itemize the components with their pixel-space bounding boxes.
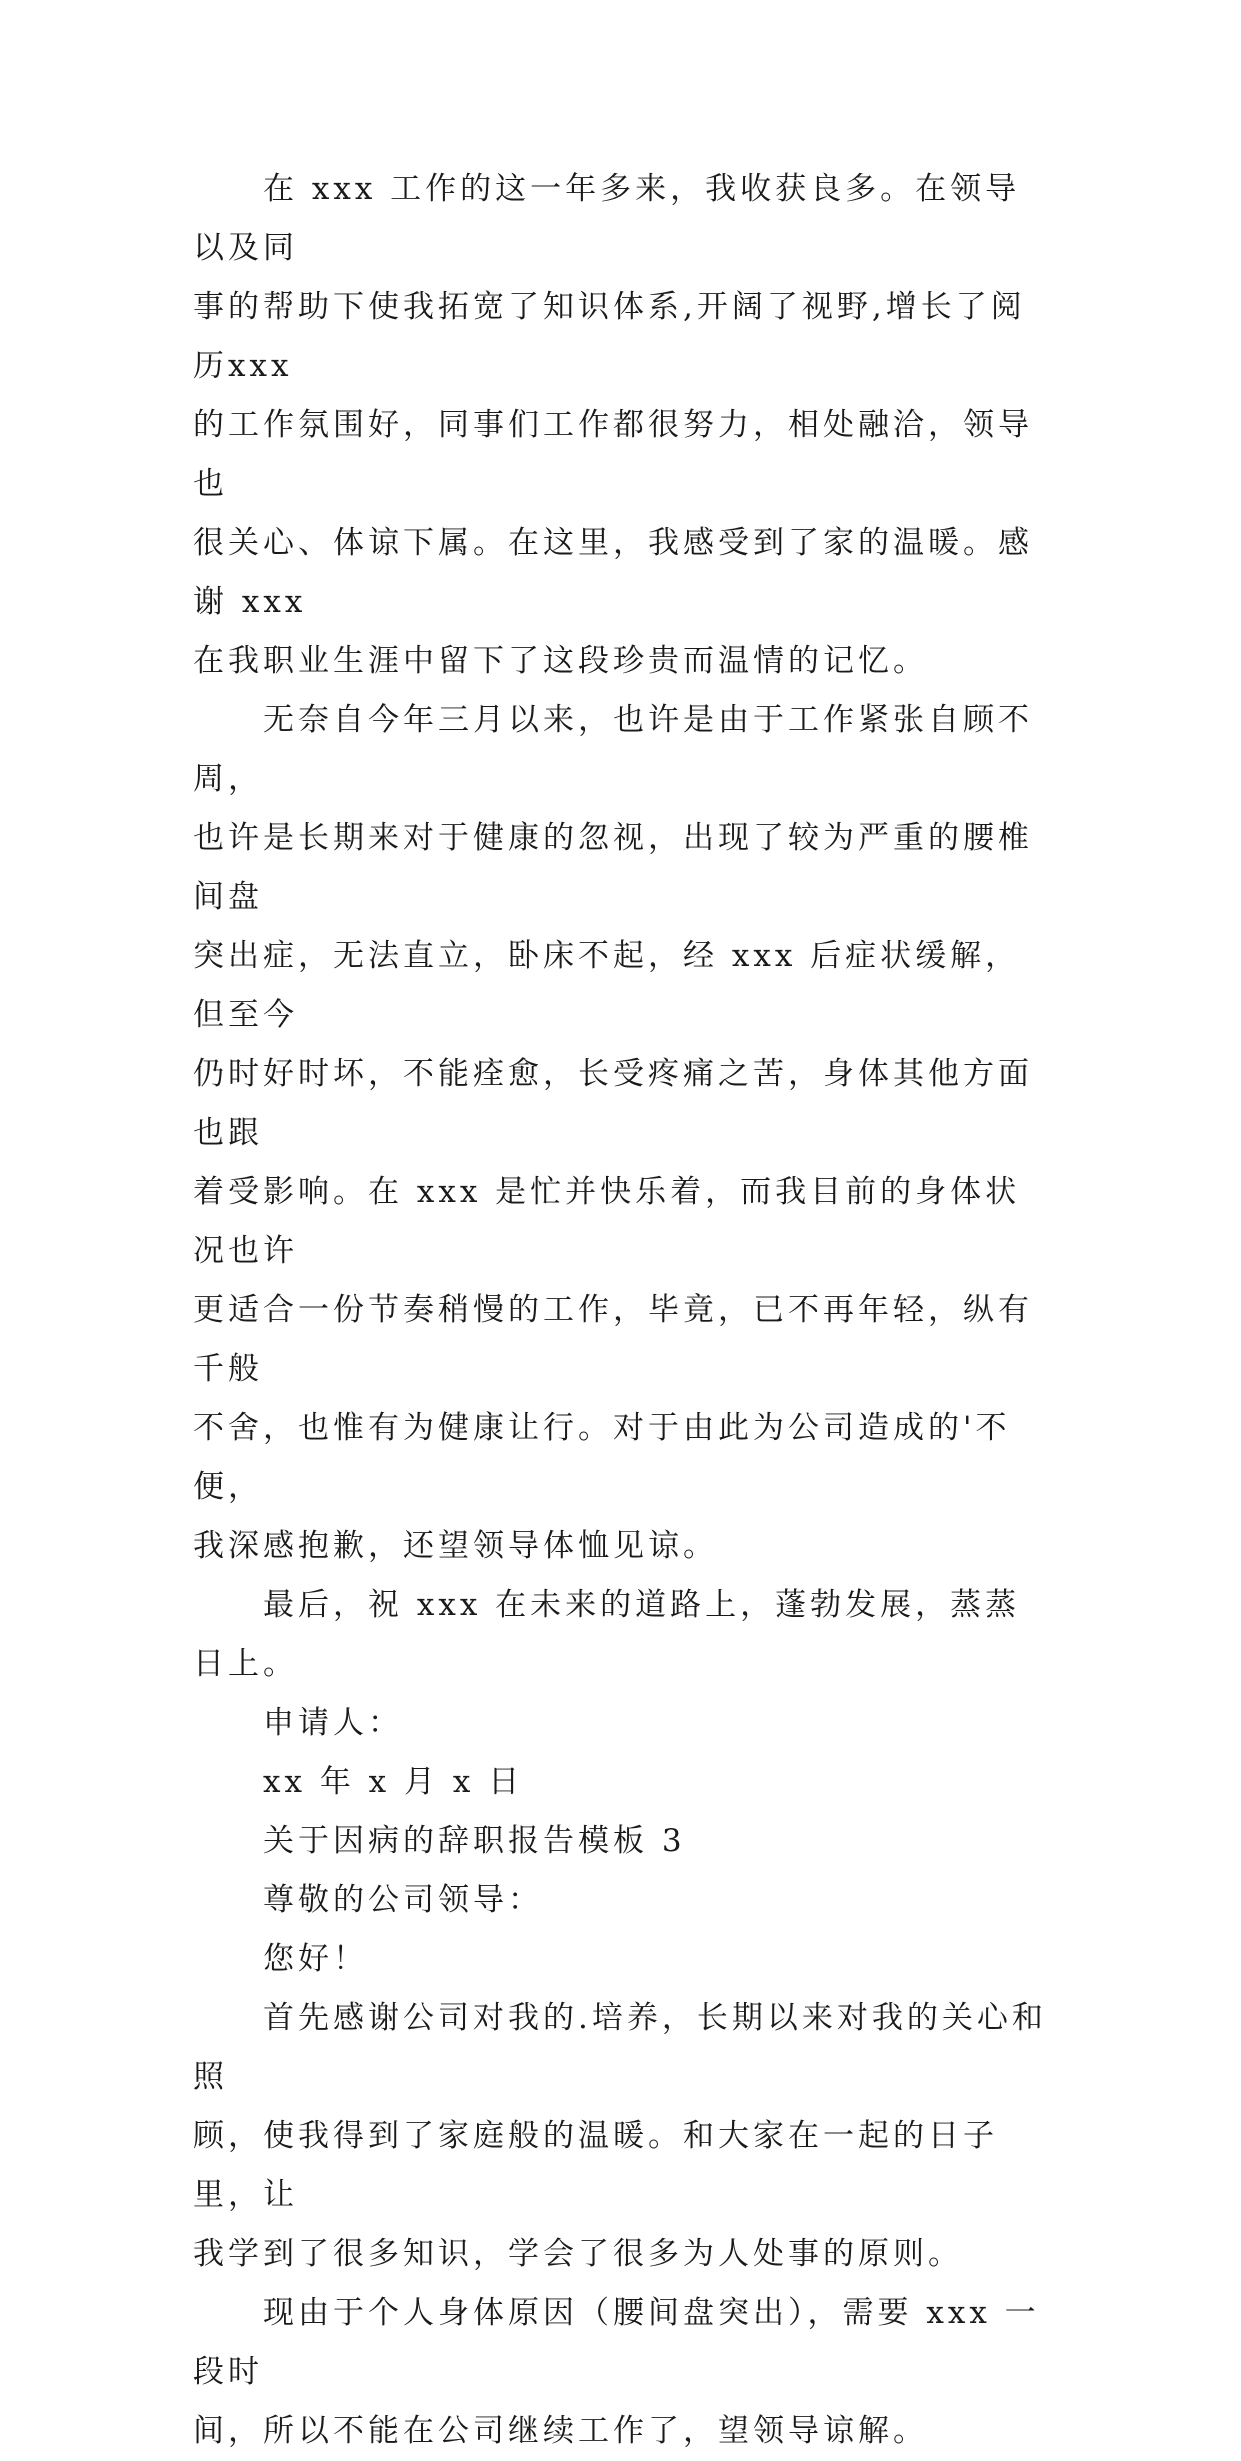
text-line: 无奈自今年三月以来，也许是由于工作紧张自顾不周， [193,702,1033,797]
document-body [193,160,1053,2461]
text-line: 仍时好时坏，不能痊愈，长受疼痛之苦，身体其他方面也跟 [193,1056,1033,1151]
text-line: 尊敬的公司领导： [193,1882,543,1918]
text-line: 间，所以不能在公司继续工作了，望领导谅解。 [193,2413,928,2449]
text-line: 我学到了很多知识，学会了很多为人处事的原则。 [193,2236,963,2272]
text-line: 在 xxx 工作的这一年多来，我收获良多。在领导以及同 [193,171,1021,266]
text-line: 突出症，无法直立，卧床不起，经 xxx 后症状缓解，但至今 [193,938,1021,1033]
text-line: 关于因病的辞职报告模板 3 [193,1823,686,1859]
text-line: 首先感谢公司对我的.培养，长期以来对我的关心和照 [193,2000,1047,2095]
text-line: xx 年 x 月 x 日 [193,1764,524,1800]
text-line: 不舍，也惟有为健康让行。对于由此为公司造成的'不便， [193,1410,1011,1505]
text-line: 申请人： [193,1705,403,1741]
text-line: 您好！ [193,1941,368,1977]
text-line: 的工作氛围好，同事们工作都很努力，相处融洽，领导也 [193,407,1033,502]
text-line: 在我职业生涯中留下了这段珍贵而温情的记忆。 [193,643,928,679]
text-line: 更适合一份节奏稍慢的工作，毕竟，已不再年轻，纵有千般 [193,1292,1033,1387]
text-line: 现由于个人身体原因（腰间盘突出），需要 xxx 一段时 [193,2295,1040,2390]
text-line: 着受影响。在 xxx 是忙并快乐着，而我目前的身体状况也许 [193,1174,1021,1269]
text-line: 最后，祝 xxx 在未来的道路上，蓬勃发展，蒸蒸日上。 [193,1587,1021,1682]
text-line: 很关心、体谅下属。在这里，我感受到了家的温暖。感谢 xxx [193,525,1033,620]
text-line: 事的帮助下使我拓宽了知识体系,开阔了视野,增长了阅历xxx [193,289,1026,384]
text-line: 顾，使我得到了家庭般的温暖。和大家在一起的日子里，让 [193,2118,998,2213]
text-line: 也许是长期来对于健康的忽视，出现了较为严重的腰椎间盘 [193,820,1033,915]
text-line: 我深感抱歉，还望领导体恤见谅。 [193,1528,718,1564]
